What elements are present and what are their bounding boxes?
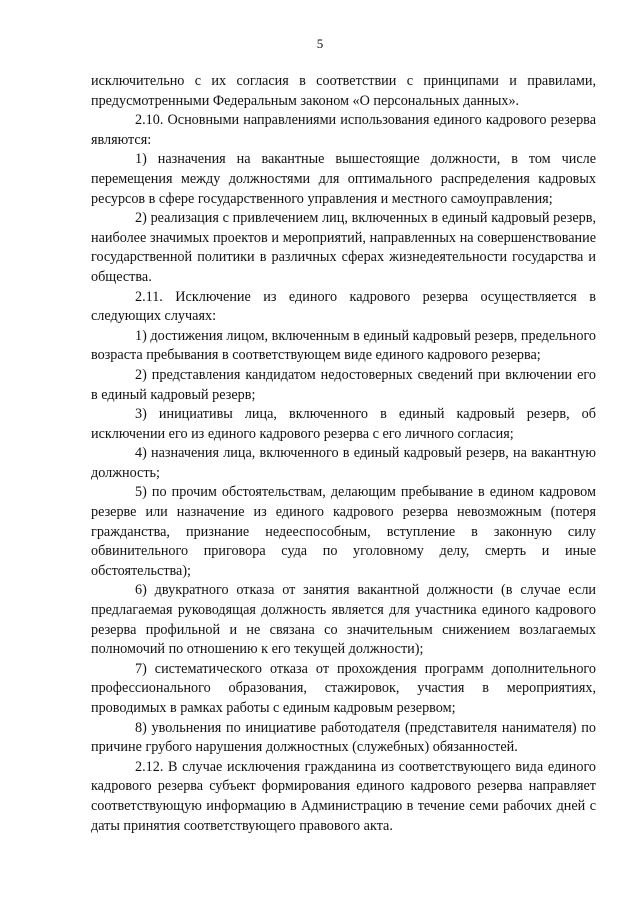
clause-2-11-item-3: 3) инициативы лица, включенного в единый кадровый резерв, об исключении его из единого кадрового резерва с его личного согласия; xyxy=(91,406,596,442)
clause-2-11-item-4: 4) назначения лица, включенного в единый кадровый резерв, на вакантную должность; xyxy=(91,445,596,481)
clause-2-12: 2.12. В случае исключения гражданина из соответствующего вида единого кадрового резерва субъект формирования единого кадрового резерва направляет соответствующую информацию в Администрацию в течение семи рабочих дней с даты принятия соответствующего правового акта. xyxy=(91,758,596,834)
clause-2-10: 2.10. Основными направлениями использования единого кадрового резерва являются: xyxy=(91,112,596,148)
clause-2-11-item-6: 6) двукратного отказа от занятия вакантной должности (в случае если предлагаемая руководящая должность является для участника единого кадрового резерва профильной и не связана со значительным снижением возлагаемых полномочий по отношению к его текущей должности); xyxy=(91,582,596,658)
page-number: 5 xyxy=(316,36,324,51)
clause-2-11-item-8: 8) увольнения по инициативе работодателя (представителя нанимателя) по причине грубого нарушения должностных (служебных) обязанностей. xyxy=(91,719,596,756)
clause-2-11-item-5: 5) по прочим обстоятельствам, делающим пребывание в едином кадровом резерве или назначение из единого кадрового резерва невозможным (потеря гражданства, признание недееспособным, вступление в законную силу обвинительного приговора суда по уголовному делу, смерть и иные обстоятельства); xyxy=(91,484,596,579)
clause-2-10-item-2: 2) реализация с привлечением лиц, включенных в единый кадровый резерв, наиболее значимых проектов и мероприятий, направленных на совершенствование государственной политики в различных сферах жизнедеятельности государства и общества. xyxy=(91,210,596,285)
clause-2-11-item-2: 2) представления кандидатом недостоверных сведений при включении его в единый кадровый резерв; xyxy=(91,366,596,403)
clause-2-10-item-1: 1) назначения на вакантные вышестоящие должности, в том числе перемещения между должностями для оптимального распределения кадровых ресурсов в сфере государственного управления и местного самоуправления; xyxy=(91,151,596,207)
clause-2-11: 2.11. Исключение из единого кадрового резерва осуществляется в следующих случаях: xyxy=(91,288,596,325)
document-body xyxy=(91,72,596,836)
clause-2-11-item-1: 1) достижения лицом, включенным в единый кадровый резерв, предельного возраста пребывания в соответствующем виде единого кадрового резерва; xyxy=(91,327,596,364)
paragraph-continuation: исключительно с их согласия в соответствии с принципами и правилами, предусмотренными Федеральным законом «О персональных данных». xyxy=(91,73,596,109)
clause-2-11-item-7: 7) систематического отказа от прохождения программ дополнительного профессионального образования, стажировок, участия в мероприятиях, проводимых в рамках работы с единым кадровым резервом; xyxy=(91,660,596,716)
